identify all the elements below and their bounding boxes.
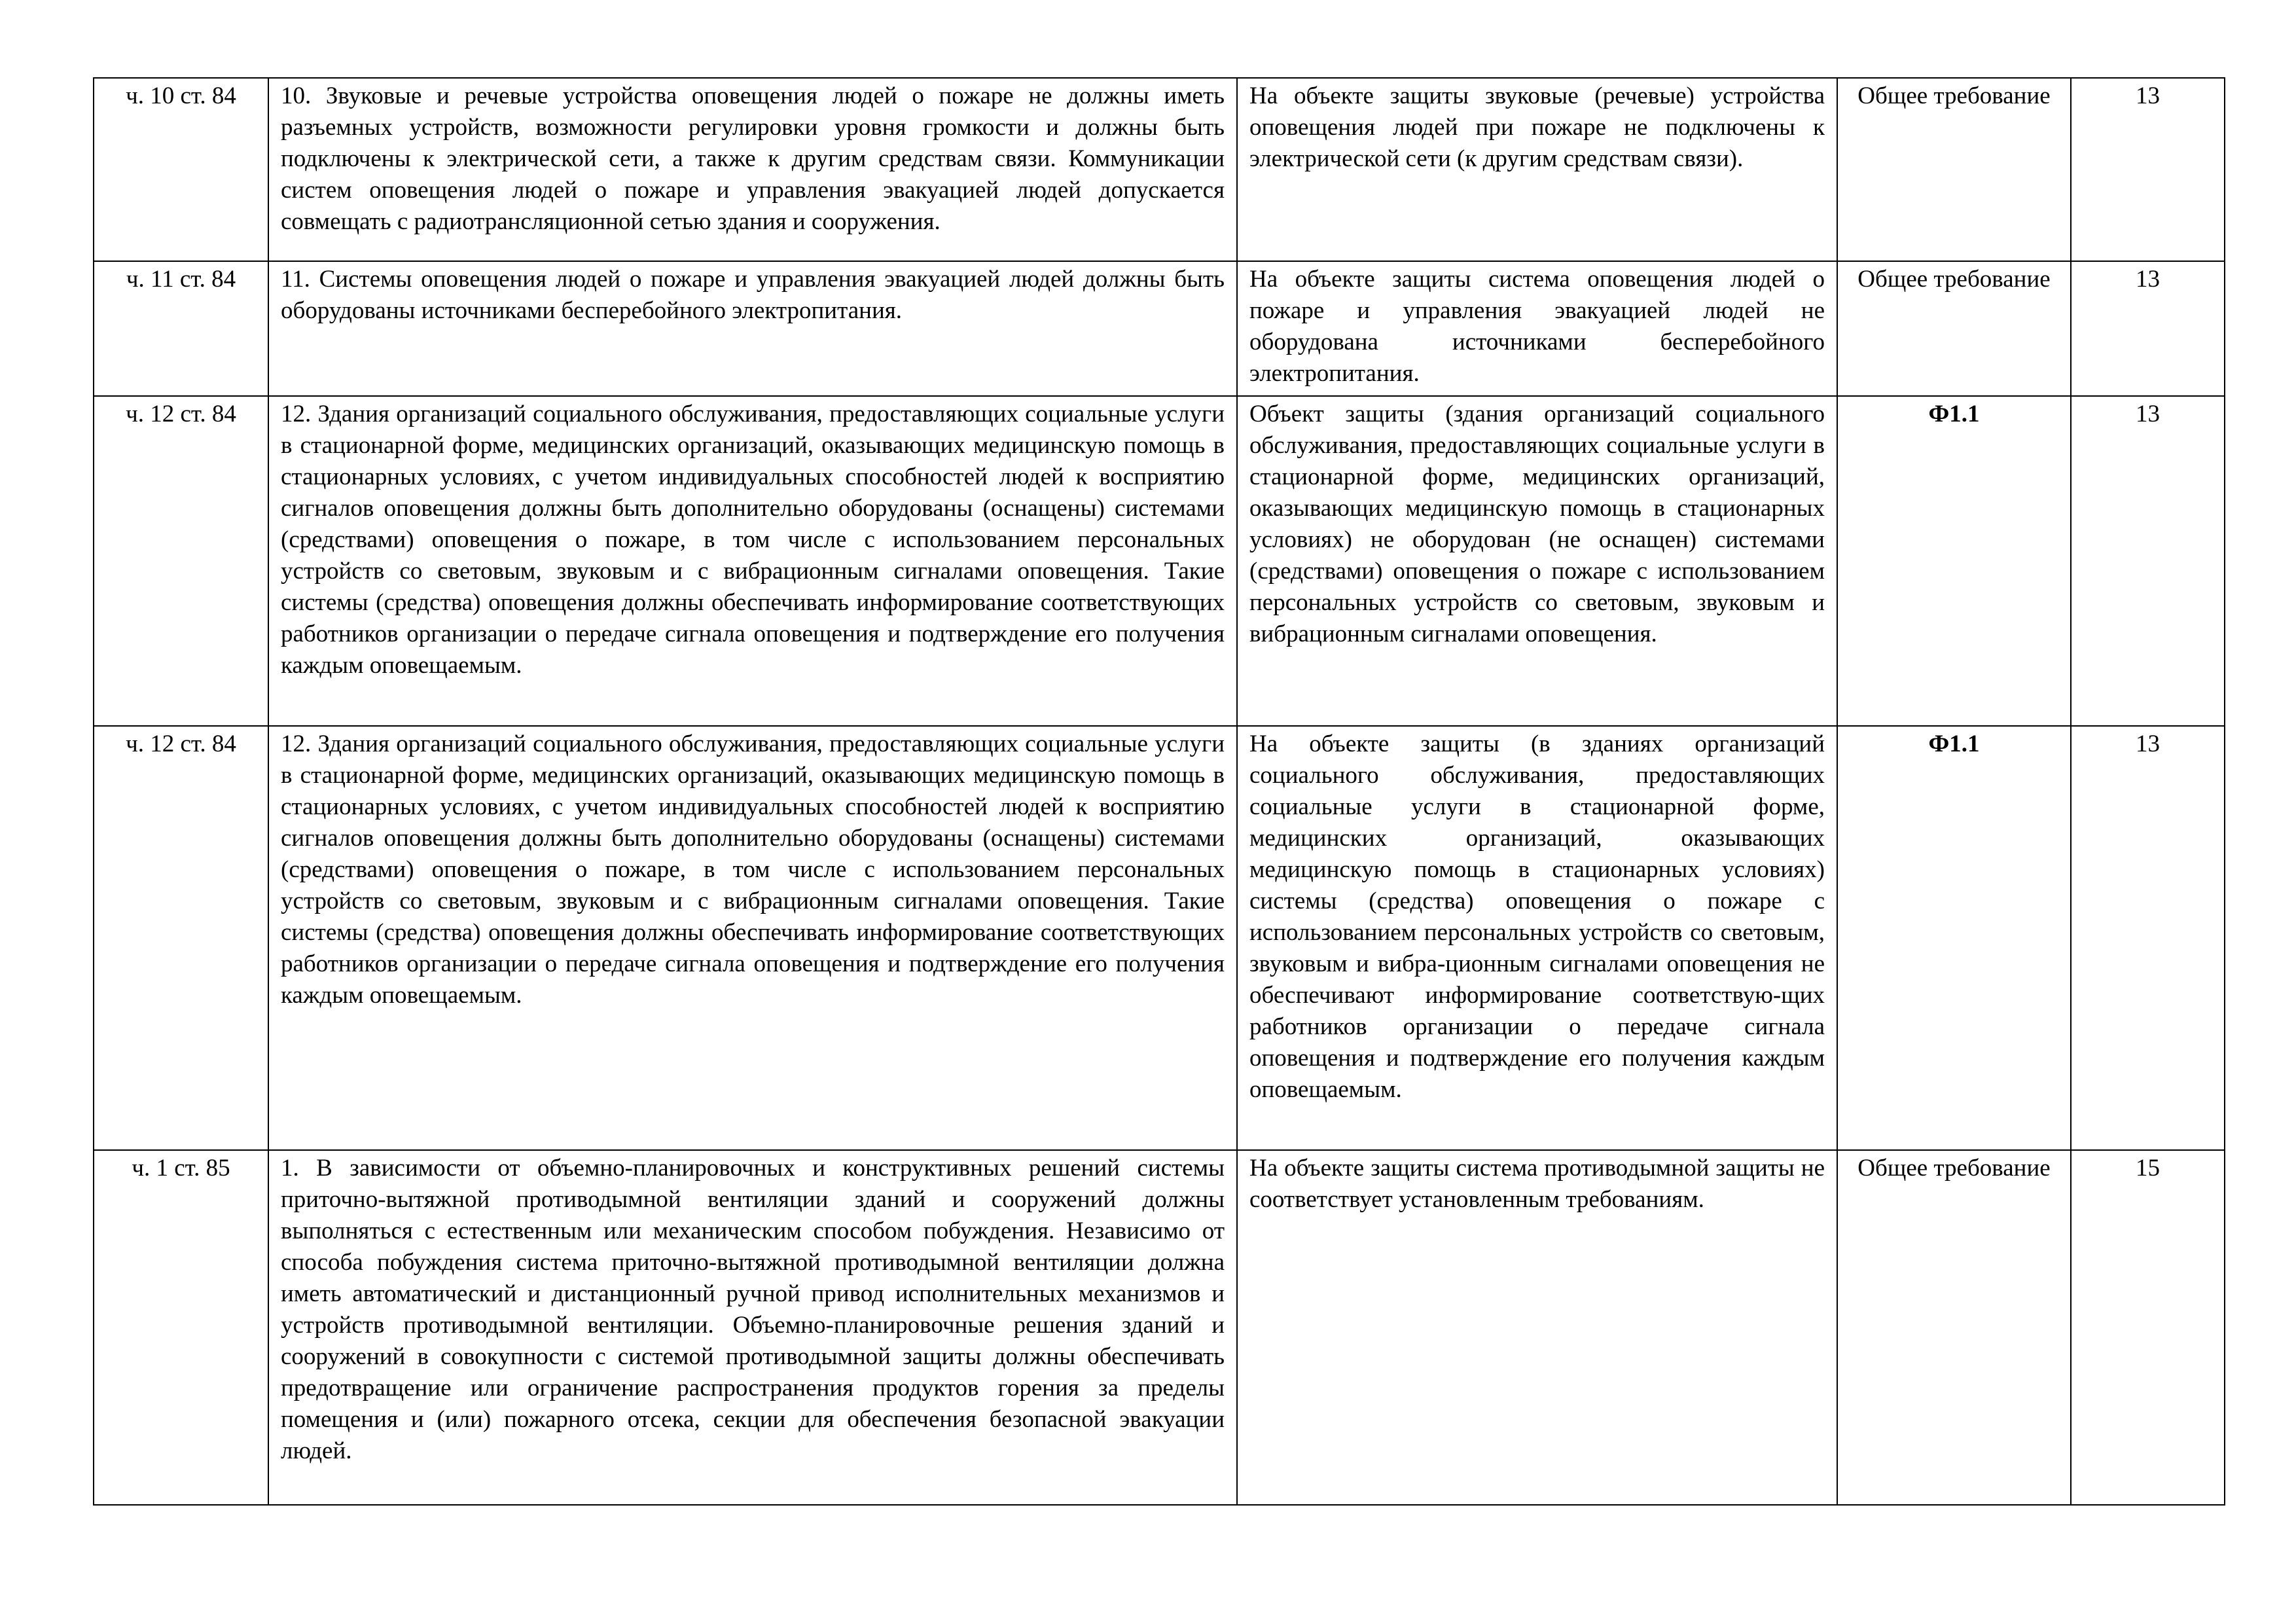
violation-cell: Объект защиты (здания организаций социального обслуживания, предоставляющих социальные услуги в стационарной форме, медицинских организаций, оказывающих медицинскую помощь в стационарных условиях) не оборудован (не оснащен) системами (средствами) оповещения о пожаре с использованием персональных устройств со световым, звуковым и вибрационным сигналами оповещения. (1237, 396, 1837, 726)
number-cell: 13 (2071, 726, 2225, 1150)
category-cell: Ф1.1 (1837, 396, 2071, 726)
requirement-text-cell: 11. Системы оповещения людей о пожаре и управления эвакуацией людей должны быть оборудованы источниками бесперебойного электропитания. (268, 261, 1237, 396)
category-cell: Ф1.1 (1837, 726, 2071, 1150)
number-cell: 15 (2071, 1150, 2225, 1505)
article-cell: ч. 12 ст. 84 (94, 396, 268, 726)
table-row (94, 726, 2225, 1150)
article-cell: ч. 11 ст. 84 (94, 261, 268, 396)
requirement-text-cell: 12. Здания организаций социального обслуживания, предоставляющих социальные услуги в стационарной форме, медицинских организаций, оказывающих медицинскую помощь в стационарных условиях, с учетом индивидуальных способностей людей к восприятию сигналов оповещения должны быть дополнительно оборудованы (оснащены) системами (средствами) оповещения о пожаре, в том числе с использованием персональных устройств со световым, звуковым и с вибрационным сигналами оповещения. Такие системы (средства) оповещения должны обеспечивать информирование соответствующих работников организации о передаче сигнала оповещения и подтверждение его получения каждым оповещаемым. (268, 396, 1237, 726)
number-cell: 13 (2071, 396, 2225, 726)
table-row (94, 261, 2225, 396)
requirements-sheet (93, 77, 2224, 1506)
violation-cell: На объекте защиты звуковые (речевые) устройства оповещения людей при пожаре не подключены к электрической сети (к другим средствам связи). (1237, 78, 1837, 261)
category-cell: Общее требование (1837, 261, 2071, 396)
violation-cell: На объекте защиты система противодымной защиты не соответствует установленным требованиям. (1237, 1150, 1837, 1505)
table-row (94, 396, 2225, 726)
violation-cell: На объекте защиты система оповещения людей о пожаре и управления эвакуацией людей не оборудована источниками бесперебойного электропитания. (1237, 261, 1837, 396)
article-cell: ч. 10 ст. 84 (94, 78, 268, 261)
requirement-text-cell: 10. Звуковые и речевые устройства оповещения людей о пожаре не должны иметь разъемных устройств, возможности регулировки уровня громкости и должны быть подключены к электрической сети, а также к другим средствам связи. Коммуникации систем оповещения людей о пожаре и управления эвакуацией людей допускается совмещать с радиотрансляционной сетью здания и сооружения. (268, 78, 1237, 261)
article-cell: ч. 12 ст. 84 (94, 726, 268, 1150)
table-row (94, 78, 2225, 261)
category-cell: Общее требование (1837, 78, 2071, 261)
number-cell: 13 (2071, 261, 2225, 396)
requirement-text-cell: 1. В зависимости от объемно-планировочных и конструктивных решений системы приточно-вытяжной противодымной вентиляции зданий и сооружений должны выполняться с естественным или механическим способом побуждения. Независимо от способа побуждения система приточно-вытяжной противодымной вентиляции должна иметь автоматический и дистанционный ручной привод исполнительных механизмов и устройств противодымной вентиляции. Объемно-планировочные решения зданий и сооружений в совокупности с системой противодымной защиты должны обеспечивать предотвращение или ограничение распространения продуктов горения за пределы помещения и (или) пожарного отсека, секции для обеспечения безопасной эвакуации людей. (268, 1150, 1237, 1505)
requirement-text-cell: 12. Здания организаций социального обслуживания, предоставляющих социальные услуги в стационарной форме, медицинских организаций, оказывающих медицинскую помощь в стационарных условиях, с учетом индивидуальных способностей людей к восприятию сигналов оповещения должны быть дополнительно оборудованы (оснащены) системами (средствами) оповещения о пожаре, в том числе с использованием персональных устройств со световым, звуковым и с вибрационным сигналами оповещения. Такие системы (средства) оповещения должны обеспечивать информирование соответствующих работников организации о передаче сигнала оповещения и подтверждение его получения каждым оповещаемым. (268, 726, 1237, 1150)
table-row (94, 1150, 2225, 1505)
category-cell: Общее требование (1837, 1150, 2071, 1505)
requirements-table (93, 77, 2225, 1506)
article-cell: ч. 1 ст. 85 (94, 1150, 268, 1505)
number-cell: 13 (2071, 78, 2225, 261)
violation-cell: На объекте защиты (в зданиях организаций социального обслуживания, предоставляющих социальные услуги в стационарной форме, медицинских организаций, оказывающих медицинскую помощь в стационарных условиях) системы (средства) оповещения о пожаре с использованием персональных устройств со световым, звуковым и вибра-ционным сигналами оповещения не обеспечивают информирование соответствую-щих работников организации о передаче сигнала оповещения и подтверждение его получения каждым оповещаемым. (1237, 726, 1837, 1150)
